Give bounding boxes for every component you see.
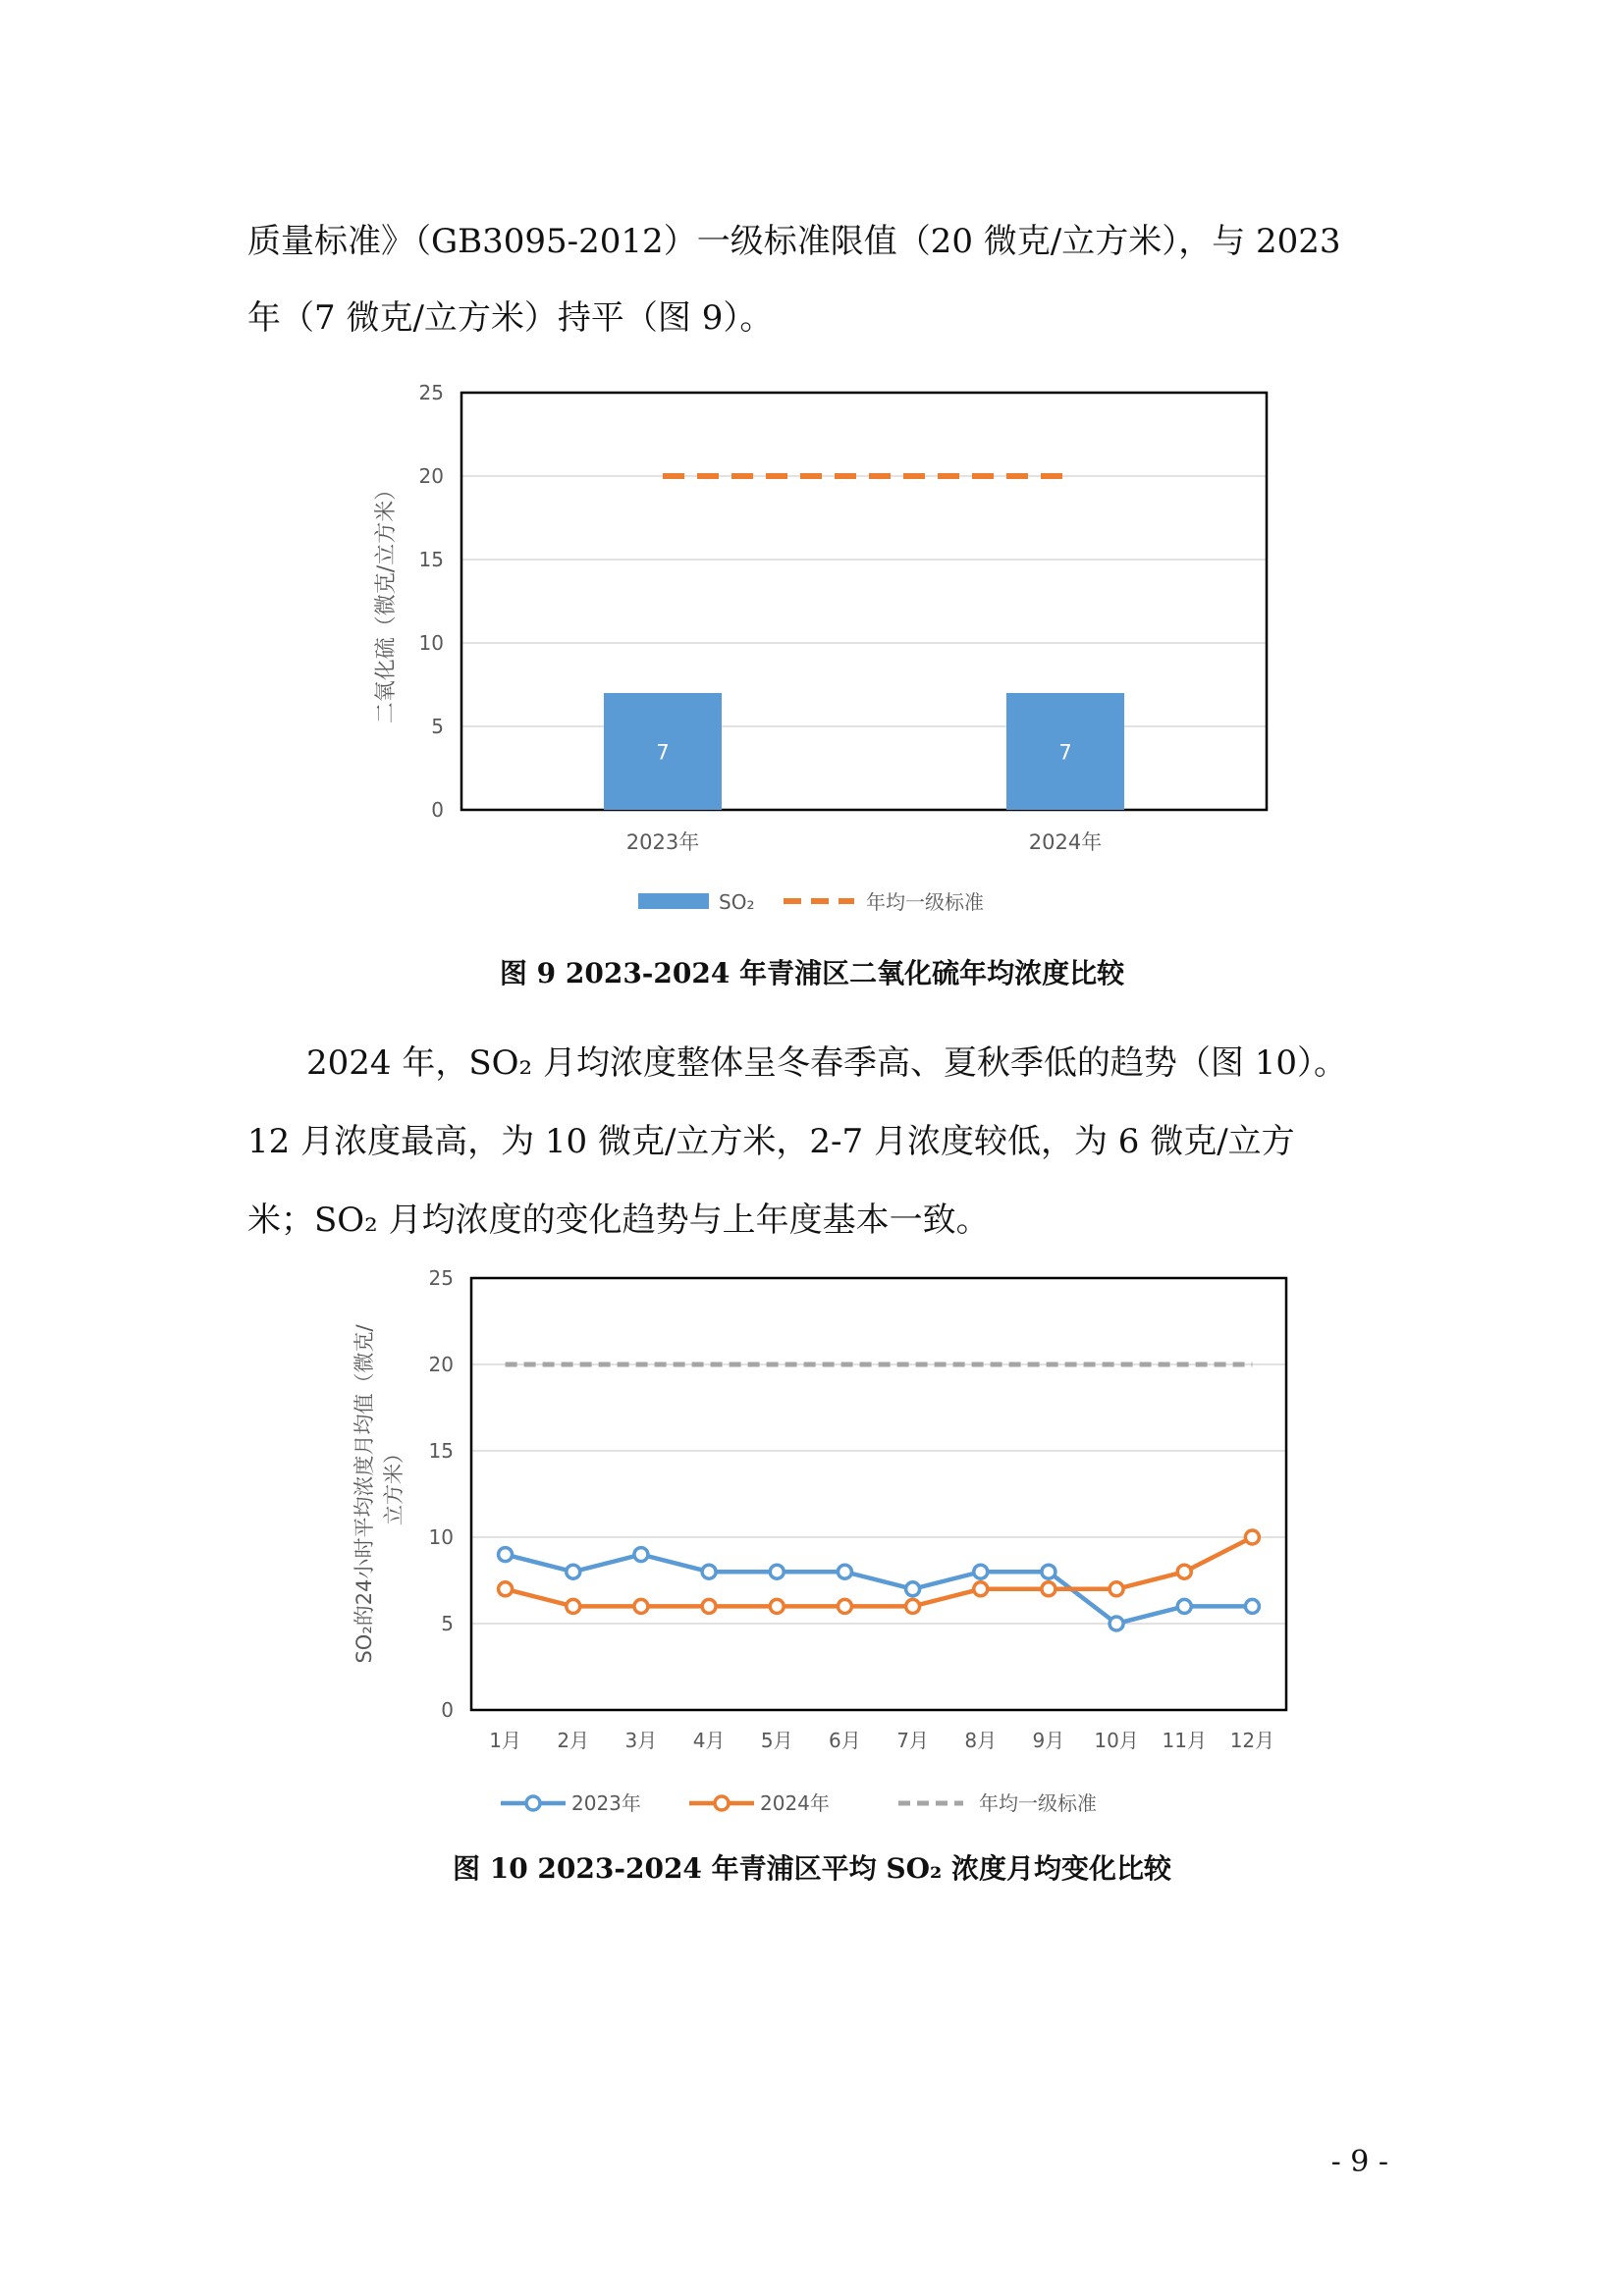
figure-10-chart xyxy=(334,1256,1316,1826)
legend-label-standard: 年均一级标准 xyxy=(979,1791,1097,1815)
paragraph-2-line-2: 12 月浓度最高，为 10 微克/立方米，2-7 月浓度较低，为 6 微克/立方 xyxy=(247,1122,1295,1161)
data-point-2023 xyxy=(567,1565,580,1578)
data-point-2023 xyxy=(770,1565,784,1578)
data-point-2024 xyxy=(1042,1582,1056,1596)
y-axis-label-line-2: 立方米） xyxy=(382,1443,406,1525)
data-point-2024 xyxy=(838,1599,851,1613)
page-number: - 9 - xyxy=(1330,2145,1388,2179)
y-tick-label: 5 xyxy=(431,715,444,738)
y-axis-label: 二氧化硫（微克/立方米） xyxy=(374,478,399,724)
y-tick-label: 25 xyxy=(428,1266,454,1290)
legend-label-so2: SO₂ xyxy=(719,890,755,914)
data-point-2023 xyxy=(634,1548,648,1562)
data-point-2023 xyxy=(1177,1599,1191,1613)
y-tick-label: 10 xyxy=(418,631,444,655)
paragraph-1-line-1: 质量标准》（GB3095-2012）一级标准限值（20 微克/立方米），与 2023 xyxy=(247,222,1341,261)
figure-9-chart xyxy=(353,373,1296,933)
data-point-2023 xyxy=(838,1565,851,1578)
data-point-2024 xyxy=(770,1599,784,1613)
paragraph-2-line-1: 2024 年，SO₂ 月均浓度整体呈冬春季高、夏秋季低的趋势（图 10）。 xyxy=(306,1043,1348,1083)
y-tick-label: 15 xyxy=(418,548,444,571)
y-tick-label: 20 xyxy=(418,464,444,488)
paragraph-2-line-3: 米；SO₂ 月均浓度的变化趋势与上年度基本一致。 xyxy=(247,1201,990,1240)
x-tick-label: 3月 xyxy=(624,1729,658,1752)
y-axis-label-line-1: SO₂的24小时平均浓度月均值（微克/ xyxy=(352,1324,376,1664)
series-line-2023 xyxy=(506,1555,1253,1624)
data-point-2024 xyxy=(974,1582,988,1596)
y-tick-label: 10 xyxy=(428,1525,454,1549)
x-tick-label: 4月 xyxy=(692,1729,726,1752)
data-point-2024 xyxy=(1110,1582,1123,1596)
y-tick-label: 5 xyxy=(441,1612,454,1635)
plot-area-border xyxy=(461,393,1267,810)
x-tick-label: 6月 xyxy=(829,1729,861,1752)
data-point-2023 xyxy=(974,1565,988,1578)
legend-label-standard: 年均一级标准 xyxy=(866,890,984,914)
x-tick-label: 11月 xyxy=(1162,1729,1207,1752)
data-point-2023 xyxy=(499,1548,513,1562)
x-tick-label: 5月 xyxy=(760,1729,793,1752)
y-tick-label: 0 xyxy=(431,798,444,822)
y-tick-label: 15 xyxy=(428,1439,454,1463)
legend-marker-2023 xyxy=(526,1796,540,1810)
x-tick-label: 8月 xyxy=(964,1729,998,1752)
figure-9-caption: 图 9 2023-2024 年青浦区二氧化硫年均浓度比较 xyxy=(499,957,1125,989)
bar-data-label: 7 xyxy=(656,740,670,765)
paragraph-1-line-2: 年（7 微克/立方米）持平（图 9）。 xyxy=(247,298,774,338)
x-tick-label: 7月 xyxy=(896,1729,929,1752)
figure-10-caption: 图 10 2023-2024 年青浦区平均 SO₂ 浓度月均变化比较 xyxy=(452,1852,1172,1885)
data-point-2024 xyxy=(499,1582,513,1596)
data-point-2023 xyxy=(1042,1565,1056,1578)
y-tick-label: 0 xyxy=(441,1698,454,1722)
x-tick-label: 10月 xyxy=(1094,1729,1139,1752)
legend-label-2023: 2023年 xyxy=(571,1791,641,1815)
data-point-2024 xyxy=(1177,1565,1191,1578)
x-tick-label: 2月 xyxy=(557,1729,590,1752)
data-point-2024 xyxy=(1245,1530,1259,1544)
x-tick-label: 2023年 xyxy=(625,830,700,854)
series-line-2024 xyxy=(506,1537,1253,1606)
data-point-2024 xyxy=(567,1599,580,1613)
x-tick-label: 1月 xyxy=(489,1729,521,1752)
data-point-2023 xyxy=(1245,1599,1259,1613)
bar-data-label: 7 xyxy=(1058,740,1072,765)
data-point-2024 xyxy=(702,1599,716,1613)
data-point-2024 xyxy=(634,1599,648,1613)
data-point-2024 xyxy=(906,1599,920,1613)
x-tick-label: 2024年 xyxy=(1028,830,1103,854)
data-point-2023 xyxy=(906,1582,920,1596)
data-point-2023 xyxy=(702,1565,716,1578)
y-tick-label: 20 xyxy=(428,1353,454,1376)
plot-area-border xyxy=(471,1278,1286,1710)
legend-swatch-so2 xyxy=(638,893,709,909)
legend-marker-2024 xyxy=(715,1796,729,1810)
legend-label-2024: 2024年 xyxy=(760,1791,830,1815)
x-tick-label: 9月 xyxy=(1032,1729,1065,1752)
y-tick-label: 25 xyxy=(418,381,444,404)
x-tick-label: 12月 xyxy=(1229,1729,1275,1752)
data-point-2023 xyxy=(1110,1617,1123,1630)
